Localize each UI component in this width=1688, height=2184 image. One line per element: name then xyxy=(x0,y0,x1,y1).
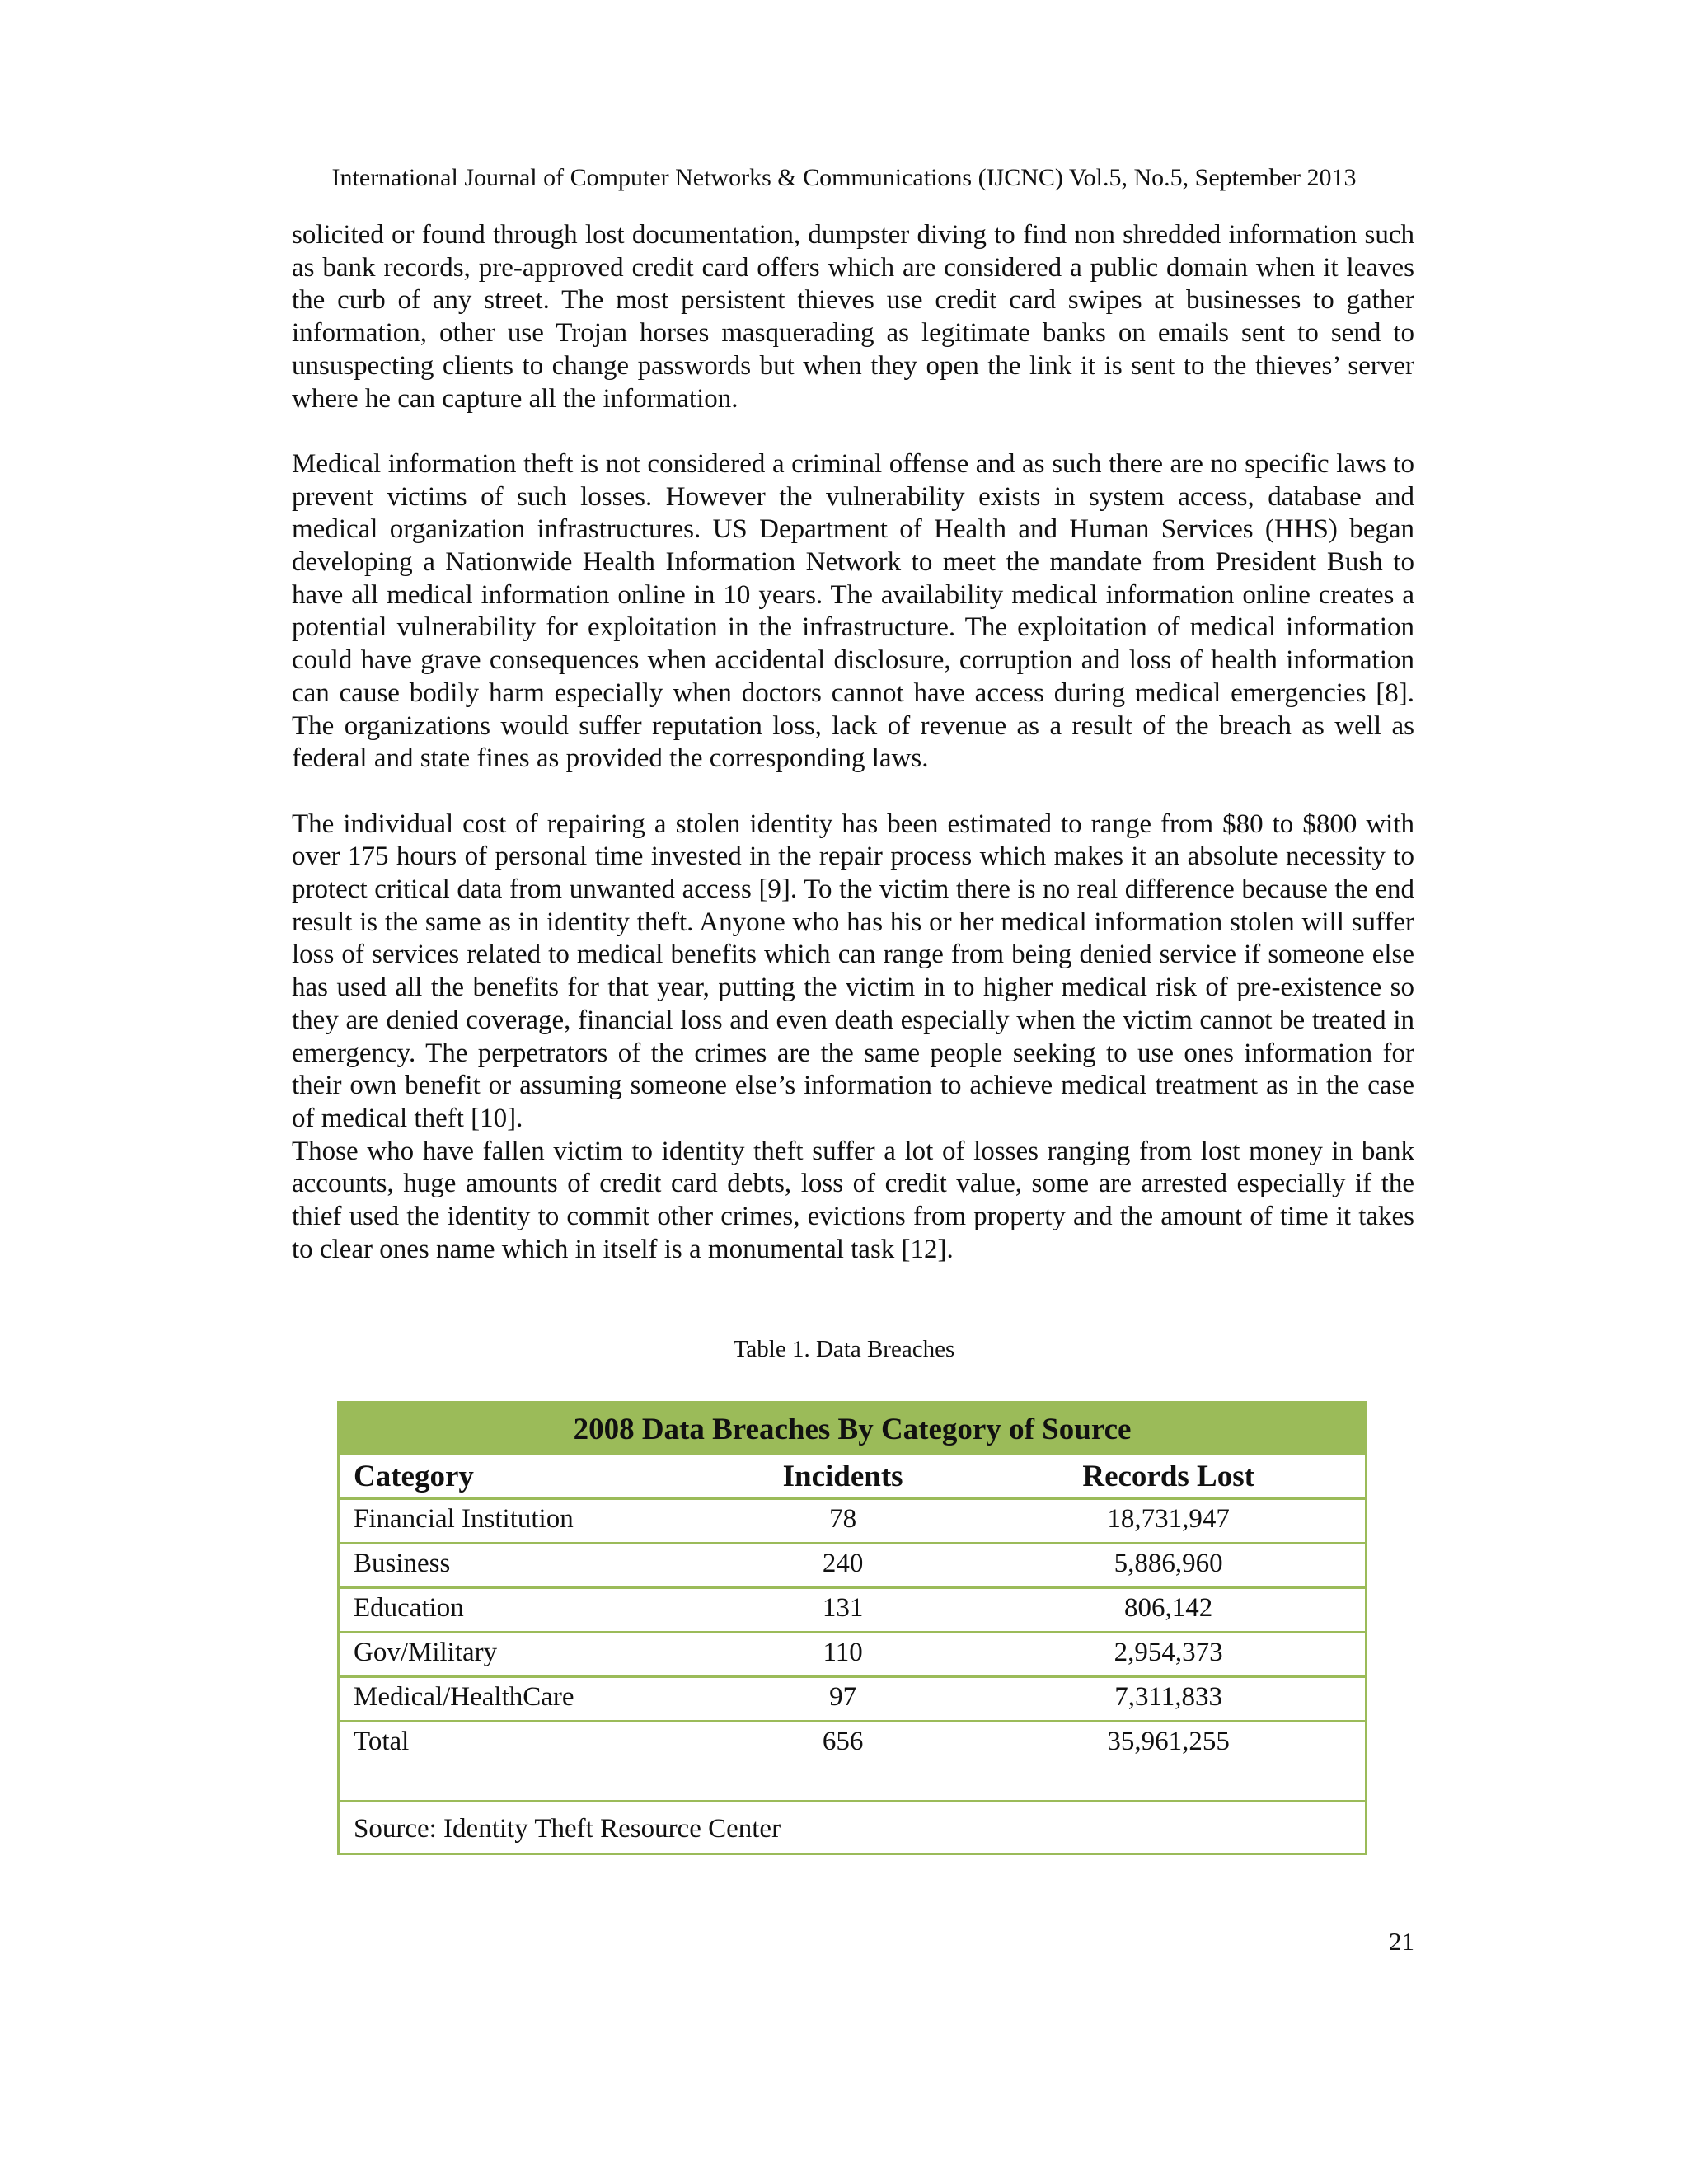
incidents-cell: 240 xyxy=(822,1549,864,1578)
category-cell: Gov/Military xyxy=(354,1638,498,1667)
records-lost-cell: 7,311,833 xyxy=(1114,1682,1223,1712)
body-text xyxy=(292,219,1414,1266)
paragraph: Those who have fallen victim to identity theft suffer a lot of losses ranging from lost money in bank accounts, huge amounts of credit card debts, loss of credit value, some are arrested especially if the thief used the identity to commit other crimes, evictions from property and the amount of time it takes to clear ones name which in itself is a monumental task [12]. xyxy=(292,1136,1414,1264)
table-row xyxy=(340,1542,1365,1586)
paragraph: solicited or found through lost documentation, dumpster diving to find non shredded information such as bank records, pre-approved credit card offers which are considered a public domain when it leaves the curb of any street. The most persistent thieves use credit card swipes at businesses to gather information, other use Trojan horses masquerading as legitimate banks on emails sent to send to unsuspecting clients to change passwords but when they open the link it is sent to the thieves’ server where he can capture all the information. xyxy=(292,220,1414,414)
paragraph: Medical information theft is not considered a criminal offense and as such there are no specific laws to prevent victims of such losses. However the vulnerability exists in system access, database and medical organization infrastructures. US Department of Health and Human Services (HHS) began developing a Nationwide Health Information Network to meet the mandate from President Bush to have all medical information online in 10 years. The availability medical information online creates a potential vulnerability for exploitation in the infrastructure. The exploitation of medical information could have grave consequences when accidental disclosure, corruption and loss of health information can cause bodily harm especially when doctors cannot have access during medical emergencies [8]. The organizations would suffer reputation loss, lack of revenue as a result of the breach as well as federal and state fines as provided the corresponding laws. xyxy=(292,448,1414,774)
category-cell: Education xyxy=(354,1593,464,1623)
category-cell: Business xyxy=(354,1549,451,1578)
incidents-cell: 78 xyxy=(829,1504,857,1534)
incidents-cell: 656 xyxy=(822,1727,864,1756)
column-header-incidents: Incidents xyxy=(782,1460,903,1493)
source-note: Source: Identity Theft Resource Center xyxy=(354,1814,781,1844)
table-title: 2008 Data Breaches By Category of Source xyxy=(340,1404,1365,1455)
records-lost-cell: 5,886,960 xyxy=(1114,1549,1223,1578)
table-header-row xyxy=(340,1455,1365,1497)
table-total-row xyxy=(340,1720,1365,1800)
records-lost-cell: 806,142 xyxy=(1124,1593,1213,1623)
category-cell: Total xyxy=(354,1727,410,1756)
table-row xyxy=(340,1631,1365,1675)
records-lost-cell: 2,954,373 xyxy=(1114,1638,1223,1667)
column-header-category: Category xyxy=(354,1460,474,1493)
category-cell: Medical/HealthCare xyxy=(354,1682,574,1712)
incidents-cell: 131 xyxy=(822,1593,864,1623)
category-cell: Financial Institution xyxy=(354,1504,574,1534)
table-row xyxy=(340,1497,1365,1542)
table-row xyxy=(340,1586,1365,1631)
table-caption: Table 1. Data Breaches xyxy=(733,1336,955,1362)
records-lost-cell: 35,961,255 xyxy=(1107,1727,1230,1756)
records-lost-cell: 18,731,947 xyxy=(1107,1504,1230,1534)
page-number: 21 xyxy=(1389,1927,1414,1956)
table-source-row xyxy=(340,1800,1365,1853)
running-header: International Journal of Computer Networks & Communications (IJCNC) Vol.5, No.5, September 2013 xyxy=(331,164,1357,191)
table-row xyxy=(340,1675,1365,1720)
data-breaches-table xyxy=(337,1401,1367,1855)
paragraph: The individual cost of repairing a stolen identity has been estimated to range from $80 to $800 with over 175 hours of personal time invested in the repair process which makes it an absolute necessity to protect critical data from unwanted access [9]. To the victim there is no real difference because the end result is the same as in identity theft. Anyone who has his or her medical information stolen will suffer loss of services related to medical benefits which can range from being denied service if someone else has used all the benefits for that year, putting the victim in to higher medical risk of pre-existence so they are denied coverage, financial loss and even death especially when the victim cannot be treated in emergency. The perpetrators of the crimes are the same people seeking to use ones information for their own benefit or assuming someone else’s information to achieve medical treatment as in the case of medical theft [10]. xyxy=(292,808,1414,1133)
incidents-cell: 97 xyxy=(829,1682,857,1712)
column-header-records-lost: Records Lost xyxy=(1082,1460,1254,1493)
incidents-cell: 110 xyxy=(823,1638,863,1667)
